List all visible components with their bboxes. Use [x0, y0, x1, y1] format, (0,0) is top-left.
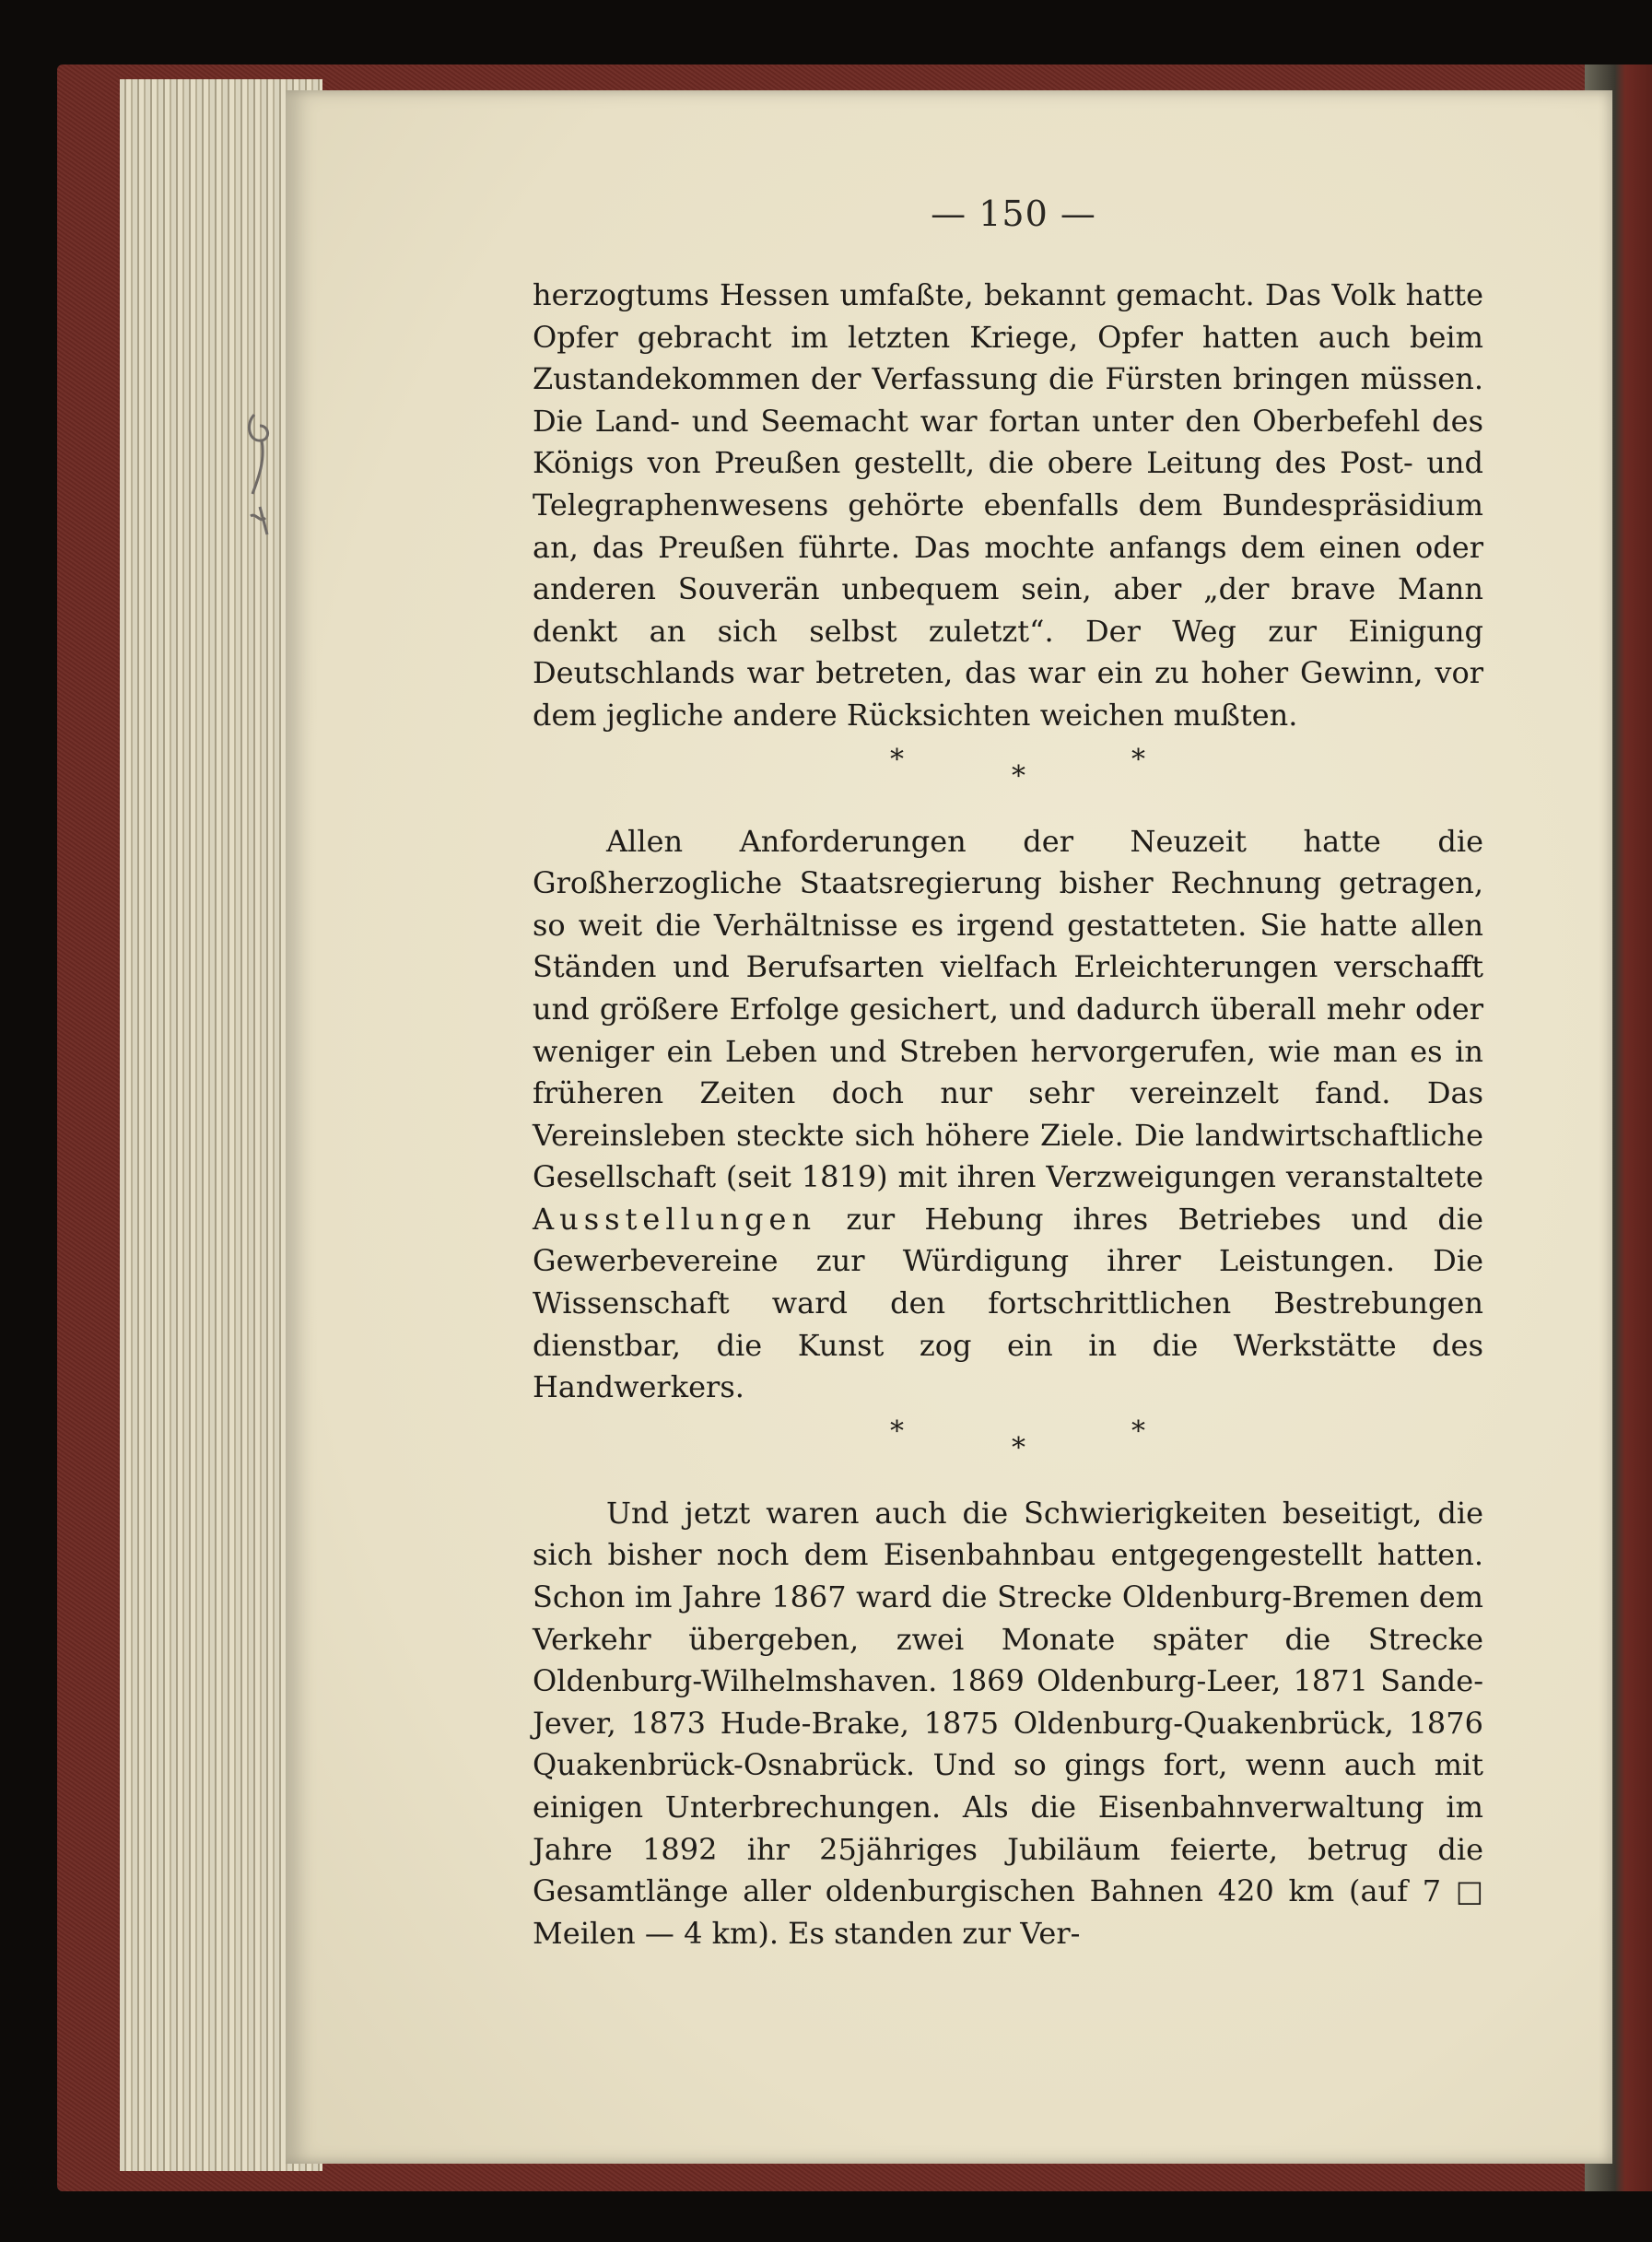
asterisk: * [1131, 743, 1145, 776]
body-text [533, 275, 1483, 1954]
asterisk: * [1012, 1431, 1025, 1464]
asterisk: * [890, 743, 904, 776]
asterisk: * [1012, 759, 1025, 792]
asterisk: * [890, 1414, 904, 1448]
paragraph: herzogtums Hessen umfaßte, bekannt gemacht. Das Volk hatte Opfer gebracht im letzten Kriege, Opfer hatten auch beim Zustandekommen der Verfassung die Fürsten bringen müssen. Die Land- und Seemacht war fortan unter den Oberbefehl des Königs von Preußen gestellt, die obere Leitung des Post- und Telegraphenwesens gehörte ebenfalls dem Bundespräsidium an, das Preußen führte. Das mochte anfangs dem einen oder anderen Souverän unbequem sein, aber „der brave Mann denkt an sich selbst zuletzt“. Der Weg zur Einigung Deutschlands war betreten, das war ein zu hoher Gewinn, vor dem jegliche andere Rücksichten weichen mußten. [533, 277, 1483, 733]
section-divider [533, 737, 1483, 821]
paragraph: Allen Anforderungen der Neuzeit hatte die Großherzogliche Staatsregierung bisher Rechnung getragen, so weit die Verhältnisse es irgend gestatteten. Sie hatte allen Ständen und Berufsarten vielfach Erleichterungen verschafft und größere Erfolge gesichert, und dadurch überall mehr oder weniger ein Leben und Streben hervorgerufen, wie man es in früheren Zeiten doch nur sehr vereinzelt fand. Das Vereinsleben steckte sich höhere Ziele. Die landwirtschaftliche Gesellschaft (seit 1819) mit ihren Verzweigungen veranstaltete Ausstellungen zur Hebung ihres Betriebes und die Gewerbevereine zur Würdigung ihrer Leistungen. Die Wissenschaft ward den fortschrittlichen Bestrebungen dienstbar, die Kunst zog ein in die Werkstätte des Handwerkers. [533, 823, 1483, 1405]
section-divider [533, 1409, 1483, 1493]
pencil-margin-mark [238, 405, 293, 544]
page-number: — 150 — [931, 194, 1096, 234]
spaced-word: Ausstellungen [533, 1201, 817, 1237]
asterisk: * [1131, 1414, 1145, 1448]
paragraph: Und jetzt waren auch die Schwierigkeiten beseitigt, die sich bisher noch dem Eisenbahnbau entgegengestellt hatten. Schon im Jahre 1867 ward die Strecke Oldenburg-Bremen dem Verkehr übergeben, zwei Monate später die Strecke Oldenburg-Wilhelmshaven. 1869 Oldenburg-Leer, 1871 Sande-Jever, 1873 Hude-Brake, 1875 Oldenburg-Quakenbrück, 1876 Quakenbrück-Osnabrück. Und so gings fort, wenn auch mit einigen Unterbrechungen. Als die Eisenbahnverwaltung im Jahre 1892 ihr 25jähriges Jubiläum feierte, betrug die Gesamtlänge aller oldenburgischen Bahnen 420 km (auf 7 □ Meilen — 4 km). Es standen zur Ver- [533, 1495, 1483, 1951]
